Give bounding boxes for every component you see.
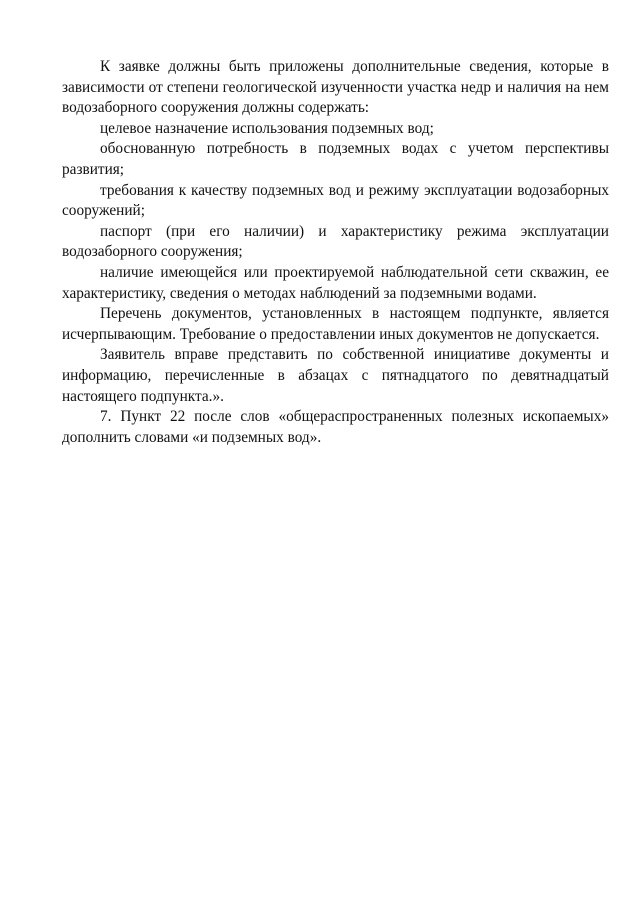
paragraph-demand: обоснованную потребность в подземных водах с учетом перспективы развития; bbox=[62, 140, 609, 178]
document-body bbox=[62, 57, 609, 448]
paragraph-item-7: 7. Пункт 22 после слов «общераспространенных полезных ископаемых» дополнить словами «и подземных вод». bbox=[62, 408, 609, 446]
paragraph-additional-info: К заявке должны быть приложены дополнительные сведения, которые в зависимости от степени геологической изученности участка недр и наличия на нем водозаборного сооружения должны содержать: bbox=[62, 58, 609, 117]
paragraph-applicant-right: Заявитель вправе представить по собственной инициативе документы и информацию, перечисленные в абзацах с пятнадцатого по девятнадцатый настоящего подпункта.». bbox=[62, 346, 609, 405]
paragraph-purpose: целевое назначение использования подземных вод; bbox=[100, 119, 434, 137]
paragraph-exhaustive-list: Перечень документов, установленных в настоящем подпункте, является исчерпывающим. Требование о предоставлении иных документов не допускается. bbox=[62, 305, 609, 343]
paragraph-observation-network: наличие имеющейся или проектируемой наблюдательной сети скважин, ее характеристику, сведения о методах наблюдений за подземными водами. bbox=[62, 263, 609, 302]
paragraph-quality-requirements: требования к качеству подземных вод и режиму эксплуатации водозаборных сооружений; bbox=[62, 181, 609, 220]
paragraph-passport: паспорт (при его наличии) и характеристику режима эксплуатации водозаборного сооружения; bbox=[62, 222, 609, 261]
